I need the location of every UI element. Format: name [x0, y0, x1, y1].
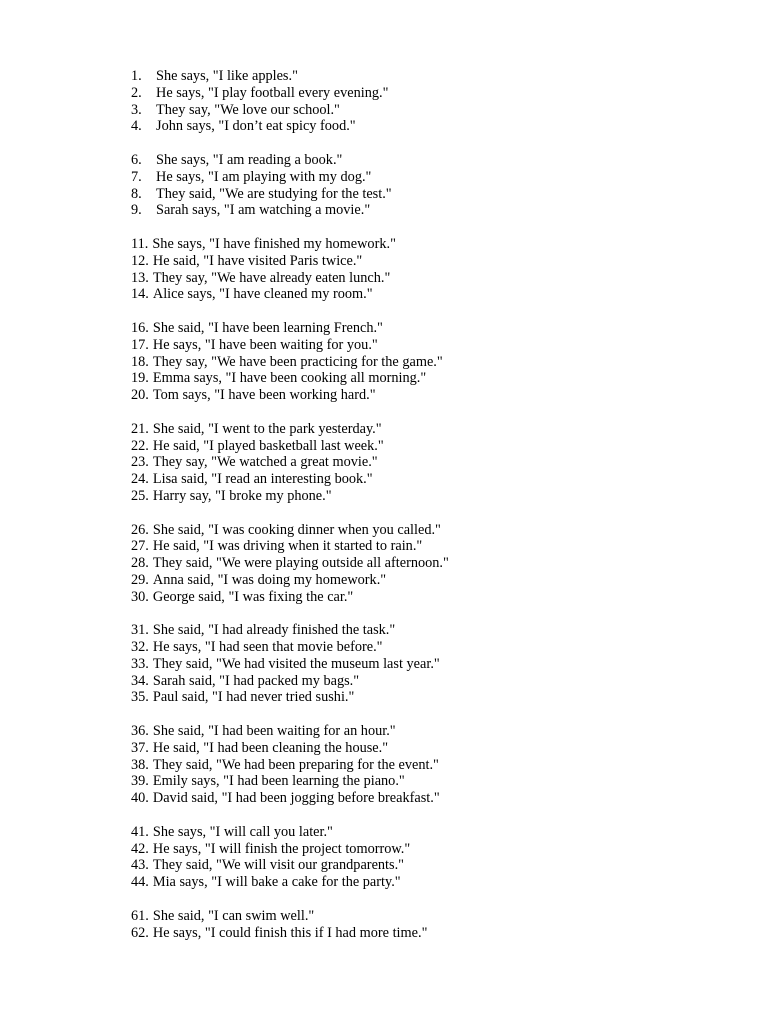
item-sentence: She said, "I have been learning French." — [152, 319, 383, 336]
item-sentence: She said, "I went to the park yesterday." — [152, 420, 382, 437]
item-number: 37. — [131, 739, 149, 756]
item-number: 12. — [131, 252, 149, 269]
sentence-group — [131, 68, 731, 135]
list-item — [131, 689, 731, 706]
sentence-group — [131, 908, 731, 942]
item-number: 20. — [131, 387, 149, 404]
list-item — [131, 555, 731, 572]
item-sentence: He says, "I had seen that movie before." — [152, 639, 383, 656]
item-number: 14. — [131, 286, 149, 303]
item-sentence: David said, "I had been jogging before breakfast." — [152, 790, 440, 807]
item-number: 16. — [131, 319, 149, 336]
item-number: 62. — [131, 924, 149, 941]
item-sentence: Tom says, "I have been working hard." — [152, 387, 376, 404]
item-number: 1. — [131, 68, 142, 84]
item-number: 8. — [131, 185, 142, 202]
item-sentence: Sarah said, "I had packed my bags." — [152, 672, 360, 689]
item-sentence: He said, "I played basketball last week." — [152, 437, 384, 454]
list-item — [131, 387, 731, 404]
list-item — [131, 522, 731, 539]
item-number: 25. — [131, 487, 149, 504]
item-number: 4. — [131, 118, 142, 135]
list-item — [131, 102, 731, 119]
list-item — [131, 152, 731, 169]
list-item — [131, 874, 731, 891]
item-number: 42. — [131, 840, 149, 857]
item-sentence: Harry say, "I broke my phone." — [152, 487, 332, 504]
item-number: 11. — [131, 235, 149, 252]
item-number: 23. — [131, 454, 149, 471]
item-number: 32. — [131, 639, 149, 656]
item-sentence: They say, "We have already eaten lunch." — [152, 269, 391, 286]
list-item — [131, 169, 731, 186]
list-item — [131, 656, 731, 673]
item-sentence: Paul said, "I had never tried sushi." — [152, 689, 355, 706]
list-item — [131, 740, 731, 757]
list-item — [131, 723, 731, 740]
item-number: 9. — [131, 202, 142, 219]
list-item — [131, 320, 731, 337]
item-number: 24. — [131, 471, 149, 488]
item-number: 27. — [131, 538, 149, 555]
list-item — [131, 908, 731, 925]
sentence-group — [131, 421, 731, 505]
list-item — [131, 488, 731, 505]
sentence-list — [131, 68, 731, 958]
item-sentence: She says, "I like apples." — [156, 68, 298, 84]
list-item — [131, 186, 731, 203]
item-sentence: He says, "I play football every evening." — [156, 84, 389, 101]
list-item — [131, 639, 731, 656]
item-sentence: She says, "I am reading a book." — [156, 151, 343, 168]
item-sentence: She says, "I will call you later." — [152, 823, 333, 840]
item-sentence: They said, "We are studying for the test." — [156, 185, 392, 202]
list-item — [131, 757, 731, 774]
sentence-group — [131, 522, 731, 606]
item-number: 35. — [131, 689, 149, 706]
item-sentence: They say, "We love our school." — [156, 101, 340, 118]
item-number: 29. — [131, 571, 149, 588]
item-number: 30. — [131, 588, 149, 605]
item-sentence: George said, "I was fixing the car." — [152, 588, 354, 605]
sentence-group — [131, 236, 731, 303]
item-sentence: They say, "We watched a great movie." — [152, 454, 378, 471]
item-number: 31. — [131, 622, 149, 639]
item-sentence: He said, "I have visited Paris twice." — [152, 252, 363, 269]
list-item — [131, 286, 731, 303]
item-sentence: Anna said, "I was doing my homework." — [152, 571, 387, 588]
item-sentence: He says, "I have been waiting for you." — [152, 336, 378, 353]
list-item — [131, 824, 731, 841]
item-number: 7. — [131, 168, 142, 185]
list-item — [131, 538, 731, 555]
item-sentence: John says, "I don’t eat spicy food." — [156, 118, 356, 135]
item-sentence: They said, "We had visited the museum last year." — [152, 655, 440, 672]
item-sentence: He says, "I could finish this if I had more time." — [152, 924, 428, 941]
item-sentence: They say, "We have been practicing for the game." — [152, 353, 443, 370]
list-item — [131, 841, 731, 858]
list-item — [131, 337, 731, 354]
item-sentence: Emily says, "I had been learning the piano." — [152, 773, 405, 790]
item-number: 39. — [131, 773, 149, 790]
sentence-group — [131, 723, 731, 807]
list-item — [131, 572, 731, 589]
item-number: 36. — [131, 723, 149, 740]
item-sentence: Emma says, "I have been cooking all morning." — [152, 370, 427, 387]
item-number: 6. — [131, 151, 142, 168]
item-sentence: She says, "I have finished my homework." — [152, 235, 396, 252]
list-item — [131, 925, 731, 942]
list-item — [131, 857, 731, 874]
sentence-group — [131, 320, 731, 404]
item-sentence: Alice says, "I have cleaned my room." — [152, 286, 373, 303]
item-sentence: He says, "I am playing with my dog." — [156, 168, 372, 185]
list-item — [131, 622, 731, 639]
item-number: 28. — [131, 555, 149, 572]
list-item — [131, 438, 731, 455]
item-number: 17. — [131, 336, 149, 353]
item-sentence: They said, "We were playing outside all afternoon." — [152, 555, 449, 572]
list-item — [131, 589, 731, 606]
list-item — [131, 202, 731, 219]
item-number: 40. — [131, 790, 149, 807]
list-item — [131, 370, 731, 387]
list-item — [131, 421, 731, 438]
item-sentence: Sarah says, "I am watching a movie." — [156, 202, 371, 219]
list-item — [131, 270, 731, 287]
item-number: 44. — [131, 874, 149, 891]
list-item — [131, 253, 731, 270]
item-number: 19. — [131, 370, 149, 387]
item-sentence: She said, "I had already finished the task." — [152, 622, 396, 639]
item-sentence: She said, "I was cooking dinner when you called." — [152, 521, 441, 538]
list-item — [131, 354, 731, 371]
item-number: 41. — [131, 823, 149, 840]
list-item — [131, 673, 731, 690]
item-number: 61. — [131, 907, 149, 924]
item-sentence: He said, "I was driving when it started to rain." — [152, 538, 423, 555]
list-item — [131, 773, 731, 790]
list-item — [131, 118, 731, 135]
item-number: 43. — [131, 857, 149, 874]
list-item — [131, 454, 731, 471]
item-sentence: He says, "I will finish the project tomorrow." — [152, 840, 411, 857]
item-number: 2. — [131, 84, 142, 101]
list-item — [131, 85, 731, 102]
list-item — [131, 68, 731, 85]
item-number: 22. — [131, 437, 149, 454]
item-number: 18. — [131, 353, 149, 370]
item-number: 21. — [131, 420, 149, 437]
item-number: 33. — [131, 655, 149, 672]
sentence-group — [131, 824, 731, 891]
list-item — [131, 236, 731, 253]
item-sentence: Mia says, "I will bake a cake for the party." — [152, 874, 401, 891]
item-number: 13. — [131, 269, 149, 286]
item-sentence: He said, "I had been cleaning the house." — [152, 739, 389, 756]
item-sentence: They said, "We had been preparing for the event." — [152, 756, 439, 773]
sentence-group — [131, 622, 731, 706]
item-sentence: She said, "I can swim well." — [152, 907, 315, 924]
list-item — [131, 471, 731, 488]
item-sentence: She said, "I had been waiting for an hour." — [152, 723, 396, 740]
item-number: 26. — [131, 521, 149, 538]
item-number: 38. — [131, 756, 149, 773]
item-sentence: Lisa said, "I read an interesting book." — [152, 471, 373, 488]
sentence-group — [131, 152, 731, 219]
item-number: 34. — [131, 672, 149, 689]
item-number: 3. — [131, 101, 142, 118]
list-item — [131, 790, 731, 807]
item-sentence: They said, "We will visit our grandparents." — [152, 857, 405, 874]
